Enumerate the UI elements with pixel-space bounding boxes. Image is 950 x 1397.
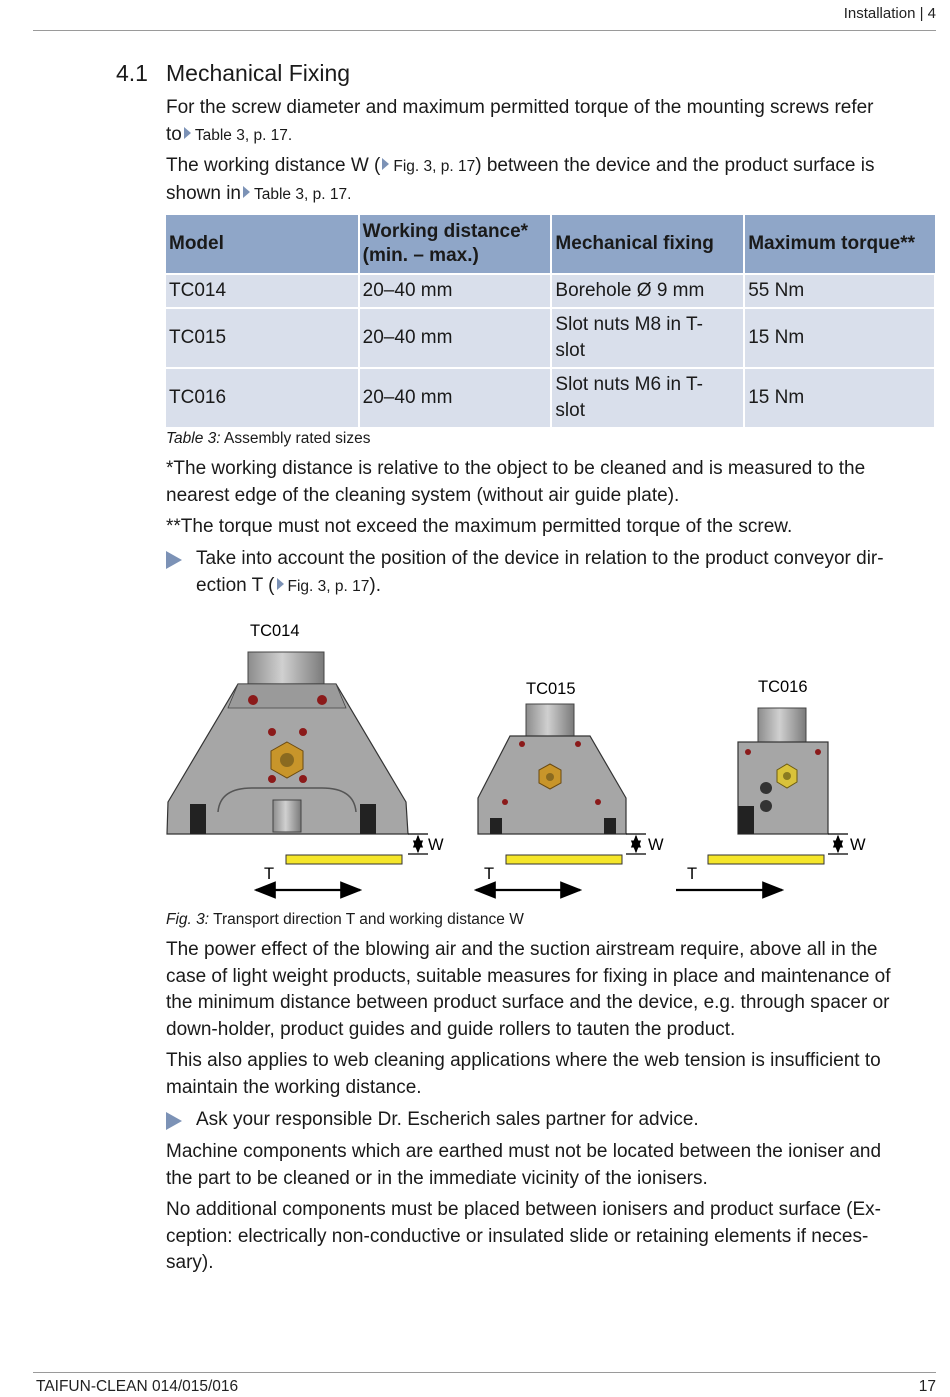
w-dimension-markers bbox=[408, 834, 848, 854]
table-xref-link[interactable]: Table 3, p. 17. bbox=[254, 185, 352, 203]
intro-paragraph-2 bbox=[166, 153, 936, 208]
assembly-table bbox=[166, 215, 936, 427]
label-w-tc016: W bbox=[850, 836, 866, 854]
paragraph-additional-components bbox=[166, 1197, 936, 1277]
xref-arrow-icon bbox=[243, 186, 250, 198]
cell-fixing-line2: slot bbox=[555, 340, 585, 361]
note1-line1: *The working distance is relative to the object to be cleaned and is measured to the bbox=[166, 458, 866, 479]
intro-paragraph-1 bbox=[166, 95, 936, 149]
step-conveyor-direction bbox=[196, 546, 941, 600]
cell-torque: 15 Nm bbox=[744, 368, 935, 427]
label-w-tc014: W bbox=[428, 836, 444, 854]
step1-line2-suffix: ). bbox=[369, 574, 381, 596]
figure-transport-direction bbox=[160, 612, 880, 902]
step1-line1: Take into account the position of the device in relation to the product conveyor dir- bbox=[196, 548, 884, 569]
cell-distance: 20–40 mm bbox=[359, 308, 552, 368]
para2-prefix: The working distance W ( bbox=[166, 155, 381, 176]
cell-model: TC014 bbox=[166, 274, 359, 308]
header-model: Model bbox=[166, 215, 359, 274]
intro-line-2-prefix: to bbox=[166, 123, 182, 145]
para5-line: Machine components which are earthed must not be located between the ioniser and bbox=[166, 1141, 882, 1162]
header-working-distance-line1: Working distance* bbox=[362, 221, 529, 242]
product-strip-tc016 bbox=[708, 855, 824, 864]
label-t-tc015: T bbox=[484, 865, 495, 883]
device-tc016-image bbox=[738, 708, 828, 834]
para3-line: the minimum distance between product surface and the device, e.g. through spacer or bbox=[166, 992, 890, 1013]
table-row bbox=[166, 368, 935, 427]
table-row bbox=[166, 274, 935, 308]
label-tc016: TC016 bbox=[758, 678, 808, 696]
label-t-tc016: T bbox=[687, 865, 698, 883]
cell-fixing bbox=[551, 368, 744, 427]
para3-line: down-holder, product guides and guide rollers to tauten the product. bbox=[166, 1018, 736, 1040]
figure-caption bbox=[166, 911, 524, 929]
figure-caption-text: Transport direction T and working distance W bbox=[213, 911, 524, 928]
cell-model: TC015 bbox=[166, 308, 359, 368]
paragraph-power-effect bbox=[166, 937, 936, 1043]
para6-line: ception: electrically non-conductive or insulated slide or retaining elements if neces- bbox=[166, 1225, 869, 1247]
para5-line: the part to be cleaned or in the immediate vicinity of the ionisers. bbox=[166, 1167, 708, 1189]
section-number: 4.1 bbox=[116, 60, 148, 86]
cell-torque: 55 Nm bbox=[744, 274, 935, 308]
footer-rule bbox=[33, 1372, 936, 1373]
step-sales-partner: Ask your responsible Dr. Escherich sales partner for advice. bbox=[196, 1109, 699, 1130]
table-caption-label: Table 3: bbox=[166, 430, 221, 447]
device-tc015-image bbox=[478, 704, 626, 834]
figure-xref-link[interactable]: Fig. 3, p. 17 bbox=[393, 158, 476, 175]
cell-model: TC016 bbox=[166, 368, 359, 427]
xref-arrow-icon bbox=[382, 158, 389, 170]
table-caption-text: Assembly rated sizes bbox=[224, 430, 371, 447]
figure-xref-link[interactable]: Fig. 3, p. 17 bbox=[287, 577, 370, 595]
para6-line: sary). bbox=[166, 1252, 214, 1273]
cell-torque: 15 Nm bbox=[744, 308, 935, 368]
xref-arrow-icon bbox=[184, 127, 191, 139]
product-strip-tc014 bbox=[286, 855, 402, 864]
note-torque: **The torque must not exceed the maximum permitted torque of the screw. bbox=[166, 516, 793, 537]
cell-fixing: Borehole Ø 9 mm bbox=[551, 274, 744, 308]
device-tc014-image bbox=[167, 652, 408, 834]
paragraph-web-cleaning bbox=[166, 1048, 936, 1101]
xref-arrow-icon bbox=[277, 578, 284, 590]
para4-line: This also applies to web cleaning applications where the web tension is insufficient to bbox=[166, 1050, 881, 1071]
cell-fixing-line1: Slot nuts M8 in T- bbox=[555, 314, 703, 335]
para6-line: No additional components must be placed between ionisers and product surface (Ex- bbox=[166, 1199, 882, 1220]
para3-line: The power effect of the blowing air and the suction airstream require, above all in the bbox=[166, 939, 878, 960]
header-working-distance bbox=[359, 215, 552, 274]
label-tc015: TC015 bbox=[526, 680, 576, 698]
header-working-distance-line2: (min. – max.) bbox=[362, 245, 479, 266]
intro-line-1: For the screw diameter and maximum permitted torque of the mounting screws refer bbox=[166, 97, 874, 118]
label-w-tc015: W bbox=[648, 836, 664, 854]
para2-suffix: ) between the device and the product surface is bbox=[475, 155, 875, 176]
header-mechanical-fixing: Mechanical fixing bbox=[551, 215, 744, 274]
note-working-distance bbox=[166, 456, 936, 509]
table-header-row bbox=[166, 215, 935, 274]
para3-line: case of light weight products, suitable measures for fixing in place and maintenance of bbox=[166, 965, 891, 987]
step-bullet-icon bbox=[166, 1112, 182, 1135]
footer-page-number: 17 bbox=[918, 1378, 936, 1395]
label-t-tc014: T bbox=[264, 865, 275, 883]
note1-line2: nearest edge of the cleaning system (without air guide plate). bbox=[166, 484, 680, 506]
running-header: Installation | 4 bbox=[843, 5, 936, 22]
cell-fixing-line1: Slot nuts M6 in T- bbox=[555, 374, 703, 395]
figure-caption-label: Fig. 3: bbox=[166, 911, 210, 928]
cell-distance: 20–40 mm bbox=[359, 274, 552, 308]
step1-line2-prefix: ection T ( bbox=[196, 574, 275, 596]
cell-fixing-line2: slot bbox=[555, 400, 585, 421]
paragraph-earthed-components bbox=[166, 1139, 936, 1192]
para2-line2-prefix: shown in bbox=[166, 182, 241, 204]
cell-distance: 20–40 mm bbox=[359, 368, 552, 427]
header-rule bbox=[33, 30, 936, 31]
step-bullet-icon bbox=[166, 551, 182, 574]
para4-line: maintain the working distance. bbox=[166, 1076, 422, 1098]
product-strip-tc015 bbox=[506, 855, 622, 864]
cell-fixing bbox=[551, 308, 744, 368]
label-tc014: TC014 bbox=[250, 622, 300, 640]
section-title: Mechanical Fixing bbox=[166, 60, 351, 86]
table-xref-link[interactable]: Table 3, p. 17. bbox=[194, 126, 293, 144]
table-row bbox=[166, 308, 935, 368]
table-caption bbox=[166, 430, 371, 448]
footer-product-name: TAIFUN-CLEAN 014/015/016 bbox=[36, 1378, 239, 1395]
header-maximum-torque: Maximum torque** bbox=[744, 215, 935, 274]
